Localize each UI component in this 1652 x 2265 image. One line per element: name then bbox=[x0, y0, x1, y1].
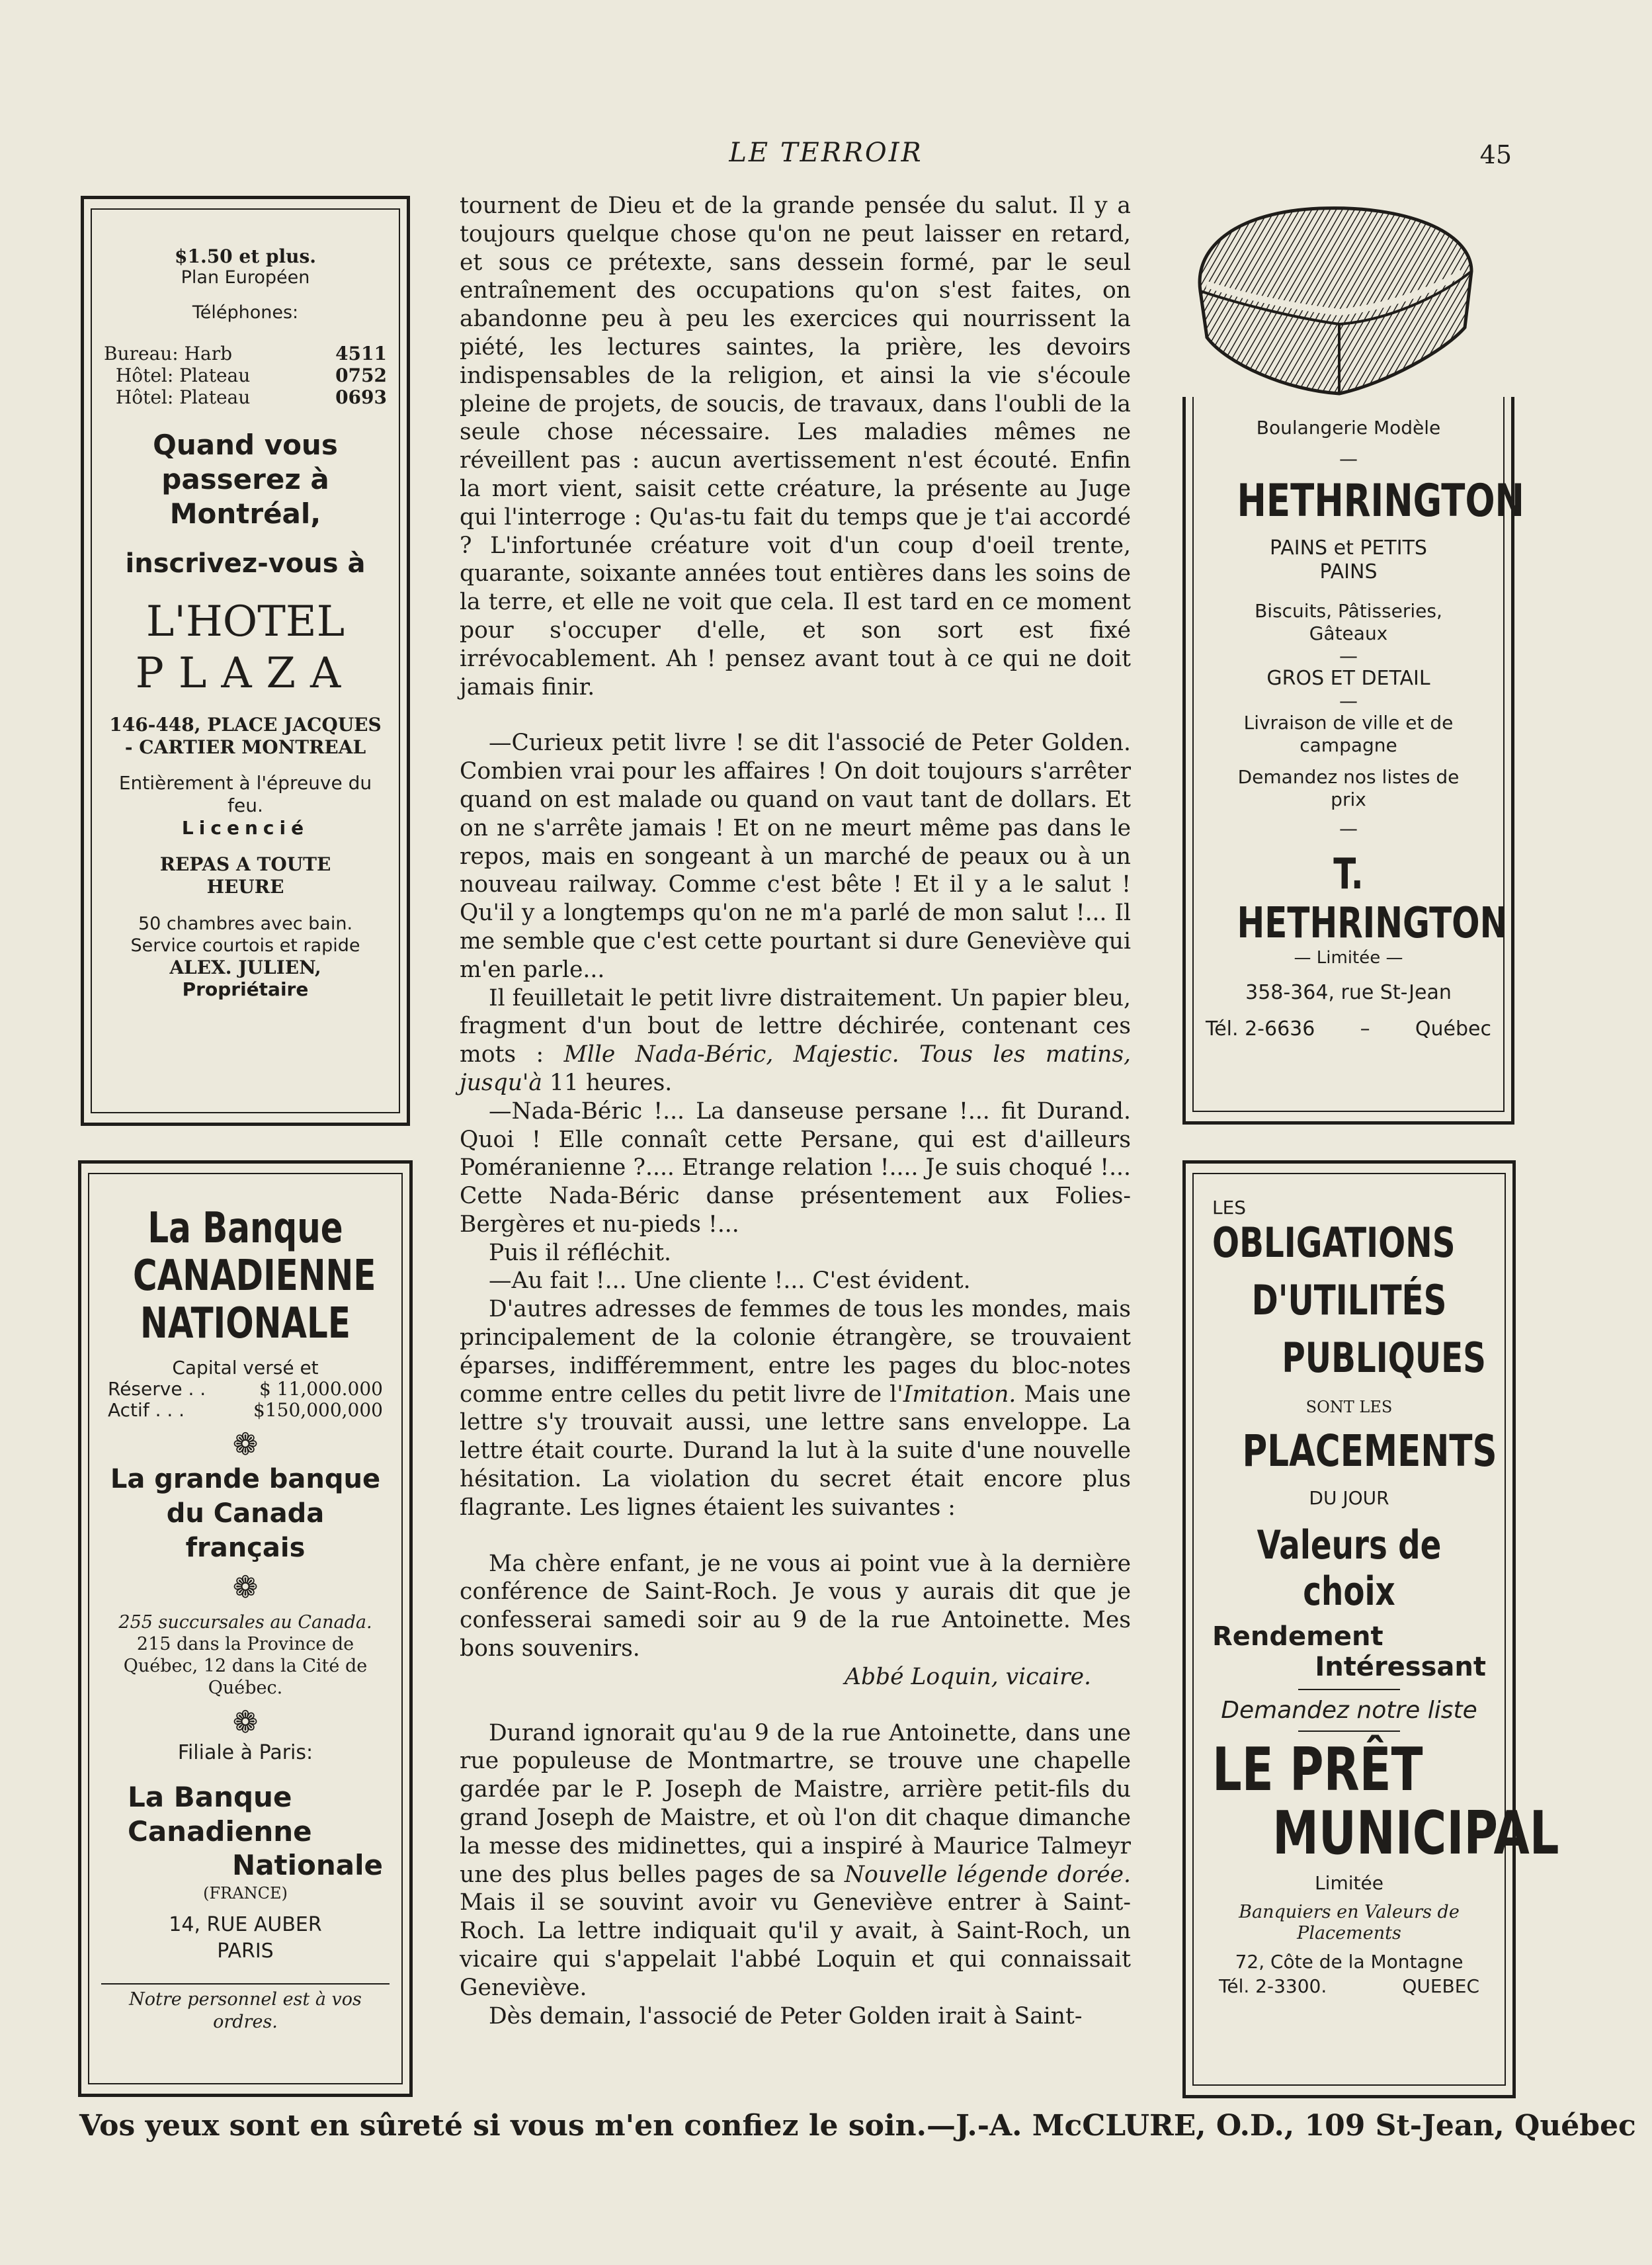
article-paragraph: tournent de Dieu et de la grande pensée du salut. Il y a toujours quelque chose qu'on ne peut laisser en retard, et sous ce prétexte, sans dessein formé, par le seul entraînement des occupations qu'on s'est faites, on abandonne peu à peu les exercices qui nourrissent la piété, les lectures saintes, la prière, les devoirs indispensables de la religion, et ainsi la vie s'écoule pleine de projets, de soucis, de travaux, dans l'oubli de la seule chose nécessaire. Les maladies mêmes ne réveillent pas : aucun avertissement n'est écouté. Enfin la mort vient, saisit cette créature, la présente au Juge qui l'interroge : Qu'as-tu fait du temps que je t'ai accordé ? L'infortunée créature voit d'un coup d'oeil trente, quarante, soixante années tout entières dans les soins de la terre, et elle ne voit que cela. Il est tard en ce moment pour s'occuper d'elle, et son sort est fixé irrévocablement. Ah ! pensez avant tout à ce qui ne doit jamais finir. bbox=[460, 192, 1131, 701]
bakery-dash: — bbox=[1339, 448, 1358, 470]
bakery-dash: — bbox=[1339, 645, 1358, 667]
bank-paris-name-2: Nationale bbox=[232, 1849, 383, 1881]
bakery-phone-line: Tél. 2-6636 – Québec bbox=[1206, 1017, 1491, 1041]
hotel-plan: Plan Européen bbox=[181, 267, 310, 288]
bonds-address: 72, Côte de la Montagne bbox=[1235, 1951, 1464, 1973]
divider bbox=[101, 1983, 390, 1985]
hotel-address: 146-448, PLACE JACQUES - CARTIER MONTREAL bbox=[109, 714, 382, 758]
bakery-owner: T. HETHRINGTON bbox=[1237, 850, 1508, 948]
bonds-line2: D'UTILITÉS bbox=[1251, 1276, 1447, 1324]
article-paragraph: —Nada-Béric !... La danseuse persane !... fit Durand. Quoi ! Elle connaît cette Persane, qui est d'ailleurs Poméranienne ?.... Etrange relation !.... Je suis choqué !... Cette Nada-Béric danse présentement aux Folies-Bergères et nu-pieds !... bbox=[460, 1097, 1131, 1238]
bonds-demandez: Demandez notre liste bbox=[1221, 1697, 1477, 1724]
bank-paris-name: La Banque Canadienne bbox=[128, 1781, 312, 1848]
letter-signature: Abbé Loquin, vicaire. bbox=[845, 1663, 1091, 1690]
divider bbox=[1298, 1689, 1400, 1690]
bank-capital-line: Capital versé et bbox=[172, 1357, 319, 1379]
flower-ornament-icon: ❁ bbox=[232, 1569, 259, 1605]
article-paragraph: —Curieux petit livre ! se dit l'associé de Peter Golden. Combien vrai pour les affaires ! On doit toujours s'arrêter quand on est malade ou quand on vaut tant de dollars. Et on ne s'arrête jamais ! Et on ne meurt même pas dans le repos, mais en songeant à un marché de peaux ou à un nouveau railway. Comme c'est bête ! Et il y a le salut ! Qu'il y a longtemps qu'on ne m'a parlé de mon salut !... Il me semble que c'est cette pourtant si dure Geneviève qui m'en parle... bbox=[460, 730, 1131, 983]
bonds-le-pret: LE PRÊT bbox=[1212, 1735, 1423, 1805]
bonds-municipal: MUNICIPAL bbox=[1272, 1799, 1559, 1868]
hotel-name: L'HOTEL bbox=[145, 597, 345, 646]
bank-title: La Banque bbox=[147, 1204, 343, 1253]
bonds-les: LES bbox=[1212, 1197, 1247, 1218]
flower-ornament-icon: ❁ bbox=[232, 1704, 259, 1740]
quoted-letter: Ma chère enfant, je ne vous ai point vue à la dernière conférence de Saint-Roch. Je vous y aurais dit que je confesserai samedi soir au 9 de la rue Antoinette. Mes bons souvenirs. bbox=[460, 1550, 1131, 1662]
bakery-limited: — Limitée — bbox=[1294, 948, 1403, 968]
bank-title-2: CANADIENNE bbox=[132, 1252, 376, 1301]
bank-paris-label: Filiale à Paris: bbox=[177, 1741, 313, 1764]
hotel-price: $1.50 et plus. bbox=[174, 245, 316, 267]
bakery-dash: — bbox=[1339, 818, 1358, 839]
article-column bbox=[460, 192, 1131, 2030]
bread-loaf-image bbox=[1187, 192, 1481, 404]
bonds-placements: PLACEMENTS bbox=[1242, 1426, 1497, 1476]
hotel-headline-2: inscrivez-vous à bbox=[125, 548, 366, 579]
hotel-name-2: PLAZA bbox=[135, 649, 356, 698]
bakery-prices: Demandez nos listes de prix bbox=[1237, 766, 1460, 810]
bank-title-3: NATIONALE bbox=[140, 1299, 351, 1348]
hotel-phones: Bureau: Harb 4511 Hôtel: Plateau 0752 Hôtel: Plateau 0693 bbox=[104, 343, 387, 408]
bonds-phone-line: Tél. 2-3300. QUEBEC bbox=[1219, 1975, 1479, 1997]
bank-staff: Notre personnel est à vos ordres. bbox=[129, 1989, 362, 2032]
bank-ad bbox=[78, 1160, 413, 2097]
bonds-sont: SONT LES bbox=[1305, 1398, 1393, 1416]
hotel-ad bbox=[81, 196, 410, 1126]
footer-advertisement: Vos yeux sont en sûreté si vous m'en confiez le soin.—J.-A. McCLURE, O.D., 109 St-Jean, Québec bbox=[79, 2109, 1636, 2143]
bonds-rendement: Rendement bbox=[1212, 1621, 1384, 1652]
bakery-ad bbox=[1182, 397, 1524, 1125]
page-number: 45 bbox=[1479, 140, 1512, 169]
hotel-licensed: Licencié bbox=[181, 817, 310, 839]
hotel-rooms: 50 chambres avec bain. Service courtois et rapide bbox=[130, 914, 360, 956]
bank-figures: Réserve . . $ 11,000.000 Actif . . . $150,000,000 bbox=[108, 1378, 383, 1421]
article-paragraph: Il feuilletait le petit livre distraitement. Un papier bleu, fragment d'un bout de lettre déchirée, contenant ces mots : Mlle Nada-Béric, Majestic. Tous les matins, jusqu'à 11 heures. bbox=[460, 984, 1131, 1096]
bank-paris-address: 14, RUE AUBER PARIS bbox=[169, 1913, 322, 1963]
bakery-label: Boulangerie Modèle bbox=[1256, 417, 1441, 439]
bonds-bankers: Banquiers en Valeurs de Placements bbox=[1239, 1902, 1460, 1944]
flower-ornament-icon: ❁ bbox=[232, 1426, 259, 1462]
bakery-dash: — bbox=[1339, 690, 1358, 712]
bakery-wholesale: GROS ET DETAIL bbox=[1266, 667, 1430, 690]
article-paragraph: D'autres adresses de femmes de tous les mondes, mais principalement de la colonie étrangère, se trouvaient éparses, indifféremment, entre les pages du bloc-notes comme entre celles du petit livre de l'Imitation. Mais une lettre s'y trouvait aussi, une lettre sans enveloppe. La lettre était courte. Durand la lut à la suite d'une nouvelle hésitation. La violation du secret était encore plus flagrante. Les lignes étaient les suivantes : bbox=[460, 1296, 1131, 1521]
bonds-du-jour: DU JOUR bbox=[1309, 1487, 1389, 1509]
article-paragraph: —Au fait !... Une cliente !... C'est évident. bbox=[489, 1267, 971, 1295]
divider bbox=[1298, 1731, 1400, 1732]
article-paragraph: Dès demain, l'associé de Peter Golden irait à Saint- bbox=[489, 2002, 1083, 2030]
hotel-headline: Quand vous passerez à Montréal, bbox=[153, 429, 338, 530]
bakery-breads: PAINS et PETITS PAINS bbox=[1270, 536, 1427, 583]
bank-branches: 255 succursales au Canada. 215 dans la Province de Québec, 12 dans la Cité de Québec. bbox=[118, 1612, 372, 1698]
bonds-interessant: Intéressant bbox=[1315, 1652, 1486, 1682]
bonds-valeurs: Valeurs de choix bbox=[1257, 1522, 1442, 1615]
article-paragraph: Durand ignorait qu'au 9 de la rue Antoinette, dans une rue populeuse de Montmartre, se trouve une chapelle gardée par le P. Joseph de Maistre, arrière petit-fils du grand Joseph de Maistre, et où l'on dit chaque dimanche la messe des midinettes, qui a inspiré à Maurice Talmeyr une des plus belles pages de sa Nouvelle légende dorée. Mais il se souvint avoir vu Geneviève entrer à Saint-Roch. La lettre indiquait qu'il y avait, à Saint-Roch, un vicaire qui s'appelait l'abbé Loquin et qui connaissait Geneviève. bbox=[460, 1719, 1132, 2001]
bonds-line3: PUBLIQUES bbox=[1282, 1334, 1486, 1382]
bonds-limitee: Limitée bbox=[1315, 1872, 1384, 1894]
bonds-line1: OBLIGATIONS bbox=[1212, 1218, 1456, 1267]
bank-paris-country: (FRANCE) bbox=[203, 1884, 288, 1902]
article-paragraph: Puis il réfléchit. bbox=[489, 1239, 671, 1266]
bakery-address: 358-364, rue St-Jean bbox=[1245, 981, 1452, 1004]
bakery-pastries: Biscuits, Pâtisseries, Gâteaux bbox=[1255, 600, 1442, 644]
hotel-meals: REPAS A TOUTE HEURE bbox=[159, 853, 331, 898]
hotel-owner-title: Propriétaire bbox=[182, 978, 309, 1000]
bonds-ad bbox=[1182, 1160, 1559, 2098]
bank-slogan: La grande banque du Canada français bbox=[110, 1464, 381, 1563]
hotel-fireproof: Entièrement à l'épreuve du feu. bbox=[118, 772, 372, 816]
running-head: LE TERROIR bbox=[729, 138, 923, 168]
hotel-phones-label: Téléphones: bbox=[192, 302, 299, 323]
bakery-name: HETHRINGTON bbox=[1237, 475, 1524, 527]
hotel-owner: ALEX. JULIEN, bbox=[169, 957, 321, 978]
bakery-delivery: Livraison de ville et de campagne bbox=[1243, 712, 1454, 756]
